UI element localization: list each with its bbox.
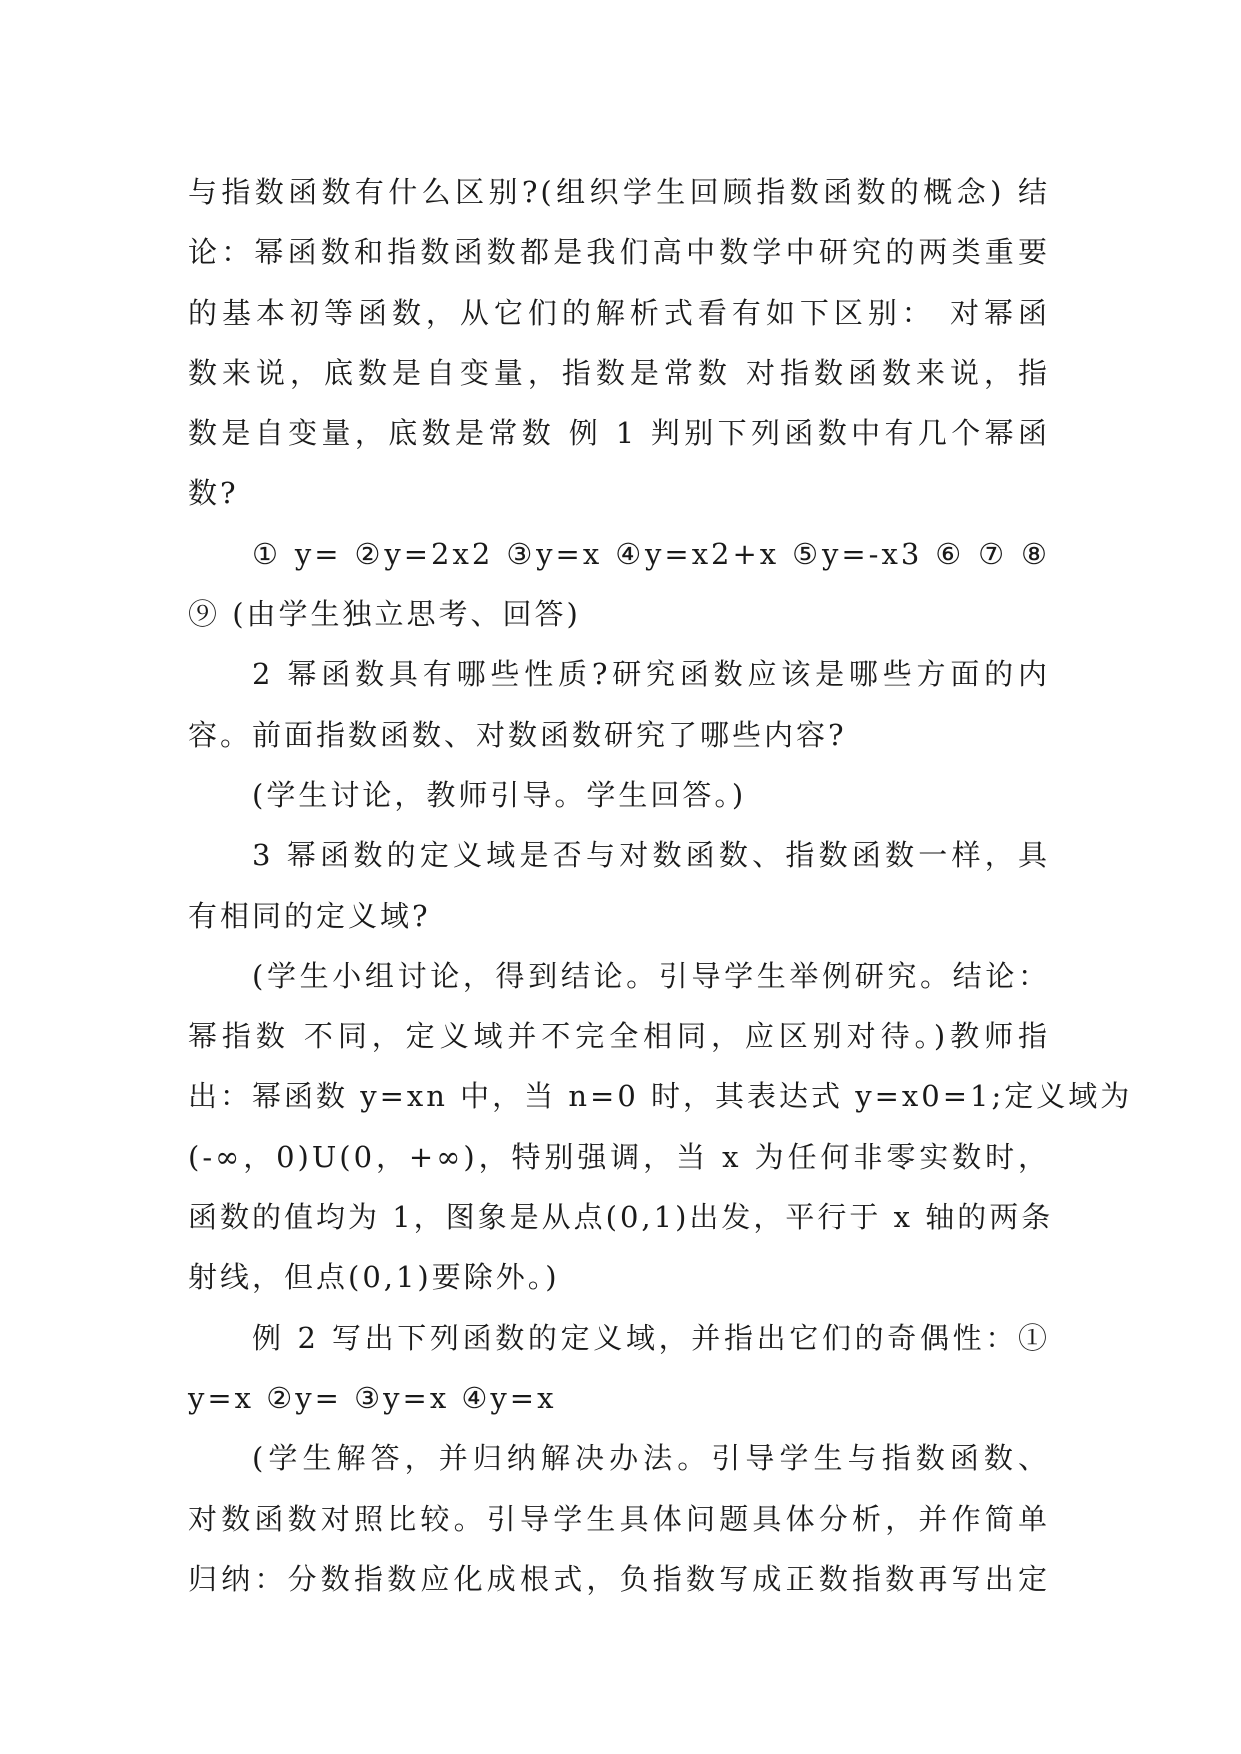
text-line: (学生解答，并归纳解决办法。引导学生与指数函数、 [252, 1441, 1050, 1476]
text-line: 论：幂函数和指数函数都是我们高中数学中研究的两类重要 [188, 235, 1050, 270]
text-line: 对数函数对照比较。引导学生具体问题具体分析，并作简单 [188, 1501, 1050, 1536]
text-line: 数来说，底数是自变量，指数是常数 对指数函数来说，指 [188, 355, 1050, 390]
text-line: ① y= ②y=2x2 ③y=x ④y=x2+x ⑤y=-x3 ⑥ ⑦ ⑧ [252, 536, 1050, 571]
text-line: 例 2 写出下列函数的定义域，并指出它们的奇偶性：① [252, 1320, 1050, 1355]
text-line: 2 幂函数具有哪些性质?研究函数应该是哪些方面的内 [252, 657, 1050, 692]
text-line: ⑨ (由学生独立思考、回答) [188, 597, 581, 632]
text-line: 数是自变量，底数是常数 例 1 判别下列函数中有几个幂函 [188, 416, 1050, 451]
document-body [188, 162, 1133, 1609]
text-line: y=x ②y= ③y=x ④y=x [188, 1380, 557, 1415]
text-line: (-∞，0)U(0，+∞)，特别强调，当 x 为任何非零实数时， [188, 1139, 1050, 1174]
text-line: 与指数函数有什么区别?(组织学生回顾指数函数的概念) 结 [188, 175, 1050, 209]
text-line: (学生小组讨论，得到结论。引导学生举例研究。结论： [252, 958, 1050, 993]
text-line: (学生讨论，教师引导。学生回答。) [252, 777, 747, 812]
text-line: 幂指数 不同，定义域并不完全相同，应区别对待。)教师指 [188, 1019, 1050, 1054]
text-line: 出：幂函数 y=xn 中，当 n=0 时，其表达式 y=x0=1;定义域为 [188, 1079, 1133, 1114]
text-line: 函数的值均为 1，图象是从点(0,1)出发，平行于 x 轴的两条 [188, 1200, 1054, 1235]
text-line: 射线，但点(0,1)要除外。) [188, 1260, 560, 1295]
text-line: 数? [188, 476, 239, 511]
text-line: 容。前面指数函数、对数函数研究了哪些内容? [188, 717, 847, 752]
text-line: 有相同的定义域? [188, 898, 431, 933]
text-line: 3 幂函数的定义域是否与对数函数、指数函数一样，具 [252, 838, 1050, 873]
text-line: 归纳：分数指数应化成根式，负指数写成正数指数再写出定 [188, 1561, 1050, 1596]
text-line: 的基本初等函数，从它们的解析式看有如下区别： 对幂函 [188, 295, 1050, 330]
document-page [188, 162, 1133, 1609]
